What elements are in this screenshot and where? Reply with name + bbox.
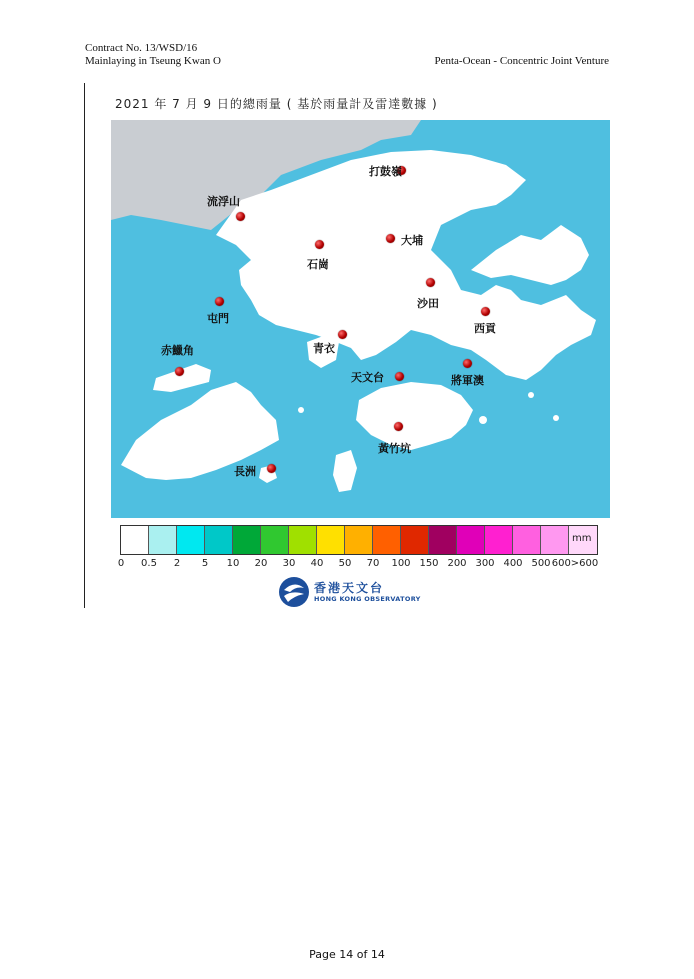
legend-swatch bbox=[541, 526, 569, 554]
legend-tick-label: 150 bbox=[419, 558, 439, 569]
rainfall-map bbox=[111, 120, 610, 518]
legend-tick-label: 0.5 bbox=[141, 558, 157, 569]
station-dot-tuen-mun bbox=[215, 297, 224, 306]
legend-swatch bbox=[513, 526, 541, 554]
legend-tick-label: 5 bbox=[201, 558, 209, 569]
legend-swatch bbox=[177, 526, 205, 554]
station-dot-wong-chuk-hang bbox=[394, 422, 403, 431]
legend-tick-label: 600>600 bbox=[551, 558, 599, 569]
legend-swatch bbox=[373, 526, 401, 554]
legend-swatch bbox=[317, 526, 345, 554]
station-label-ta-kwu-ling: 打鼓嶺 bbox=[369, 165, 402, 178]
station-dot-lau-fau-shan bbox=[236, 212, 245, 221]
contract-number: Contract No. 13/WSD/16 bbox=[85, 42, 198, 54]
station-dot-tai-po bbox=[386, 234, 395, 243]
station-label-cheung-chau: 長洲 bbox=[234, 465, 256, 478]
station-label-tsing-yi: 青衣 bbox=[313, 342, 335, 355]
station-dot-cheung-chau bbox=[267, 464, 276, 473]
legend-swatch bbox=[205, 526, 233, 554]
station-label-lau-fau-shan: 流浮山 bbox=[207, 195, 240, 208]
station-dot-tseung-kwan-o bbox=[463, 359, 472, 368]
map-title: 2021 年 7 月 9 日的總雨量 ( 基於雨量計及雷達數據 ) bbox=[115, 97, 438, 111]
station-label-tseung-kwan-o: 將軍澳 bbox=[451, 374, 484, 387]
legend-tick-label: 2 bbox=[173, 558, 181, 569]
hko-name-en: HONG KONG OBSERVATORY bbox=[314, 594, 421, 603]
hko-branding bbox=[278, 576, 421, 608]
legend-tick-label: 20 bbox=[254, 558, 268, 569]
legend-tick-label: 100 bbox=[391, 558, 411, 569]
islet bbox=[528, 392, 534, 398]
legend-swatch bbox=[149, 526, 177, 554]
hko-name-zh: 香港天文台 bbox=[314, 580, 385, 595]
legend-tick-label: 30 bbox=[282, 558, 296, 569]
station-label-observatory: 天文台 bbox=[351, 371, 384, 384]
station-dot-tsing-yi bbox=[338, 330, 347, 339]
contractor-name: Penta-Ocean - Concentric Joint Venture bbox=[434, 55, 609, 67]
legend-tick-label: 40 bbox=[310, 558, 324, 569]
legend-swatch bbox=[121, 526, 149, 554]
rainfall-legend bbox=[120, 525, 598, 555]
map-canvas bbox=[111, 120, 610, 518]
station-dot-sha-tin bbox=[426, 278, 435, 287]
legend-tick-label: 50 bbox=[338, 558, 352, 569]
legend-tick-label: 10 bbox=[226, 558, 240, 569]
legend-swatch bbox=[401, 526, 429, 554]
legend-swatch bbox=[289, 526, 317, 554]
legend-tick-label: 0 bbox=[117, 558, 125, 569]
legend-swatch bbox=[485, 526, 513, 554]
station-dot-sai-kung bbox=[481, 307, 490, 316]
page-number: Page 14 of 14 bbox=[309, 948, 385, 961]
legend-tick-label: 500 bbox=[531, 558, 551, 569]
islet bbox=[298, 407, 304, 413]
legend-swatch bbox=[457, 526, 485, 554]
legend-swatch bbox=[261, 526, 289, 554]
legend-tick-label: 400 bbox=[503, 558, 523, 569]
station-dot-chek-lap-kok bbox=[175, 367, 184, 376]
station-label-shek-kong: 石崗 bbox=[307, 258, 329, 271]
station-label-wong-chuk-hang: 黃竹坑 bbox=[378, 442, 411, 455]
islet bbox=[479, 416, 487, 424]
legend-swatch bbox=[233, 526, 261, 554]
station-label-tai-po: 大埔 bbox=[401, 234, 423, 247]
station-label-tuen-mun: 屯門 bbox=[207, 312, 229, 325]
legend-unit: mm bbox=[572, 533, 592, 544]
legend-tick-label: 70 bbox=[366, 558, 380, 569]
legend-tick-label: 200 bbox=[447, 558, 467, 569]
project-name: Mainlaying in Tseung Kwan O bbox=[85, 55, 221, 67]
station-label-sai-kung: 西貢 bbox=[474, 322, 496, 335]
legend-tick-label: 300 bbox=[475, 558, 495, 569]
header-left bbox=[85, 42, 221, 68]
station-label-chek-lap-kok: 赤鱲角 bbox=[161, 344, 194, 357]
hko-logo-icon bbox=[278, 576, 310, 608]
legend-swatch bbox=[429, 526, 457, 554]
station-label-sha-tin: 沙田 bbox=[417, 297, 439, 310]
legend-swatch bbox=[345, 526, 373, 554]
margin-rule bbox=[84, 83, 85, 608]
station-dot-observatory bbox=[395, 372, 404, 381]
station-dot-shek-kong bbox=[315, 240, 324, 249]
islet bbox=[553, 415, 559, 421]
